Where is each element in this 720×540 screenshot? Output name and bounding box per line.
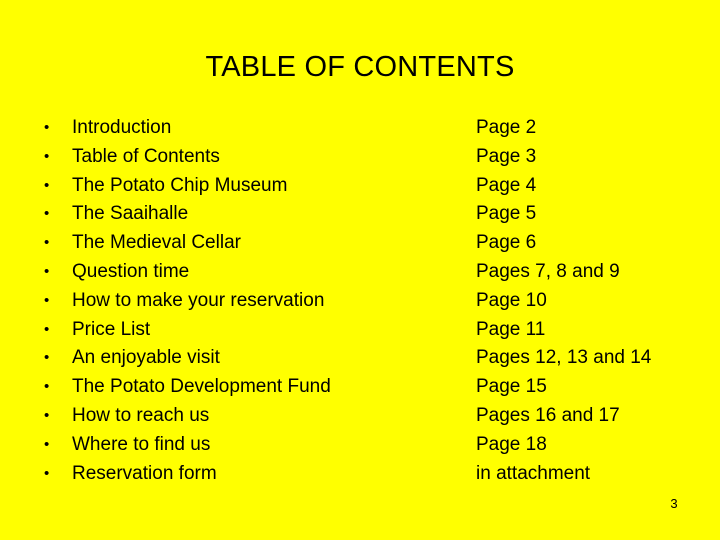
bullet: • bbox=[44, 147, 50, 165]
bullet: • bbox=[44, 435, 50, 453]
bullet: • bbox=[44, 176, 50, 194]
toc-page: Pages 16 and 17 bbox=[476, 404, 620, 426]
toc-topic-list bbox=[72, 114, 452, 488]
toc-page: Page 2 bbox=[476, 117, 537, 138]
toc-topic: The Potato Development Fund bbox=[72, 376, 331, 398]
bullet: • bbox=[44, 464, 50, 482]
toc-page: Page 6 bbox=[476, 232, 537, 254]
bullet: • bbox=[44, 119, 50, 136]
slide-number: 3 bbox=[670, 496, 678, 511]
bullet: • bbox=[44, 406, 50, 424]
toc-topic: How to reach us bbox=[72, 404, 210, 426]
toc-topic: Reservation form bbox=[72, 462, 217, 484]
toc-page: Pages 7, 8 and 9 bbox=[476, 260, 620, 282]
bullet: • bbox=[44, 320, 50, 338]
toc-topic: Price List bbox=[72, 318, 151, 340]
toc-page: Page 10 bbox=[476, 289, 547, 311]
toc-page: Page 15 bbox=[476, 376, 547, 398]
toc-topic: How to make your reservation bbox=[72, 289, 325, 311]
toc-page: Page 18 bbox=[476, 433, 547, 455]
bullet: • bbox=[44, 262, 50, 280]
toc-page: Page 3 bbox=[476, 145, 537, 167]
toc-topic: The Medieval Cellar bbox=[72, 232, 241, 254]
toc-page: Page 5 bbox=[476, 203, 537, 225]
bullet: • bbox=[44, 291, 50, 309]
toc-page: Pages 12, 13 and 14 bbox=[476, 347, 652, 369]
toc-page: Page 11 bbox=[476, 318, 546, 340]
bullet: • bbox=[44, 378, 50, 396]
toc-page: in attachment bbox=[476, 462, 591, 484]
bullet: • bbox=[44, 349, 50, 367]
toc-topic: Table of Contents bbox=[72, 145, 220, 167]
slide-title: TABLE OF CONTENTS bbox=[205, 51, 515, 83]
toc-topic: The Saaihalle bbox=[72, 203, 189, 225]
toc-topic: The Potato Chip Museum bbox=[72, 174, 288, 196]
bullet: • bbox=[44, 234, 50, 252]
toc-topic: Where to find us bbox=[72, 433, 211, 455]
bullet-column bbox=[44, 114, 64, 488]
toc-topic: Question time bbox=[72, 260, 190, 282]
toc-topic: Introduction bbox=[72, 117, 172, 138]
bullet: • bbox=[44, 205, 50, 223]
toc-page: Page 4 bbox=[476, 174, 537, 196]
toc-page-list bbox=[476, 114, 706, 488]
toc-topic: An enjoyable visit bbox=[72, 347, 220, 369]
